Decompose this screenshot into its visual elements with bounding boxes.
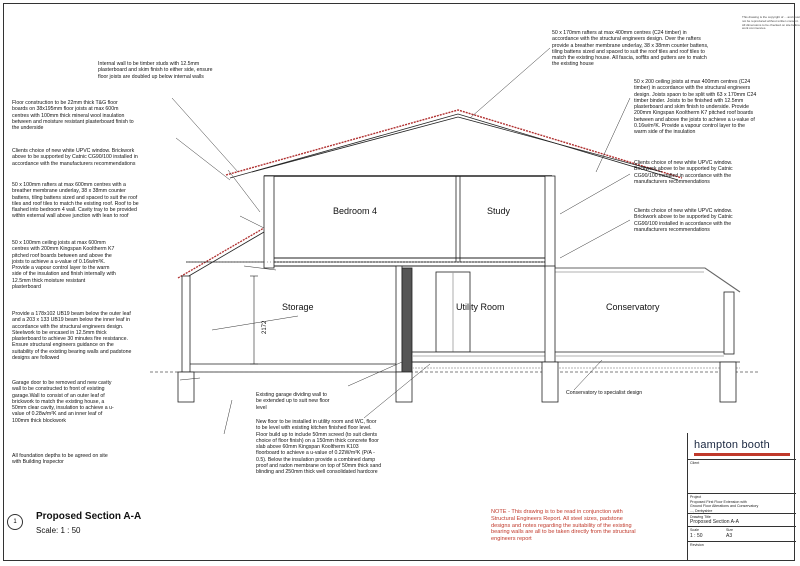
logo-bar [694,453,790,456]
structural-engineer-note: NOTE - This drawing is to be read in conjunction with Structural Engineers Report. All steel sizes, padstone designs and notes regarding the suitability of the existing bearing walls are all to be taken directly from the structural engineers report [491,509,636,543]
room-label-study: Study [487,206,511,216]
note-ceiling-joists-left: 50 x 100mm ceiling joists at max 600mm centres with 200mm Kingspan Kooltherm K7 pitched roof boards between and above the joists to achieve a u-value of 0.16w/m²K. Provide a vapour control layer to the warm side of the insulation and finish internally with 12.5mm thick moisture resistant plasterboard [12,240,116,291]
section-title: Proposed Section A-A [36,511,142,522]
tb-drawing-label: Drawing Title [690,515,711,519]
tb-drawing: Proposed Section A-A [690,519,739,525]
tb-project: Proposed First Floor Extension with Ground Floor Alterations and Conservatory ..., Derbyshire [690,500,759,513]
note-rafters-top: 50 x 170mm rafters at max 400mm centres (C24 timber) in accordance with the structural engineers design. Over the rafters provide a breather membrane underlay, 38 x 38mm counter battens, tiling battens sized and spaced to suit the roof tiles and roof tiles to match the existing house. All fascia, soffits and gutters are to match the existing house [552,30,709,68]
note-conservatory-specialist: Conservatory to specialist design [566,390,643,396]
tb-project-label: Project [690,495,702,499]
section-scale: Scale: 1 : 50 [36,526,81,535]
tb-scale-label: Scale [690,528,699,532]
note-window-right-1: Clients choice of new white UPVC window. Brickwork above to be supported by Catnic CG90/100 installed in accordance with the manufacturers recommendations [634,160,733,185]
tb-divider [688,459,796,460]
tb-scale: 1 : 50 [690,533,703,539]
note-window-left: Clients choice of new white UPVC window. Brickwork above to be supported by Catnic CG90/100 installed in accordance with the manufacturers recommendations [12,148,138,167]
tb-size-label: Size [726,528,733,532]
room-label-utility: Utility Room [456,302,505,312]
tb-divider [688,493,796,494]
company-logo: hampton booth [694,439,770,451]
note-utility-floor: New floor to be installed in utility room and WC, floor to be level with existing kitchen finished floor level. Floor build up to include 50mm screed (to suit clients choice of floor finish) on a 150mm thick concrete floor slab above 60mm Kingspan Kooltherm K103 floorboard to achieve a u-value of 0.22W/m²K (P/A - 0.5). Below the insulation provide a combined damp proof and radon membrane on top of 50mm thick sand blinding and 250mm thick well consolidated hardcore [256,419,382,476]
tb-revision-label: Revision [690,543,704,547]
room-label-conservatory: Conservatory [606,302,660,312]
room-label-bedroom4: Bedroom 4 [333,206,378,216]
note-internal-wall: Internal wall to be timber studs with 12.5mm plasterboard and skim finish to either side, ensure floor joists are doubled up below internal walls [98,61,213,80]
note-floor-construction: Floor construction to be 22mm thick T&G floor boards on 38x195mm floor joists at max 600m centres with 100mm thick mineral wool insulation between and moisture resistant plasterboard finish to the underside [12,100,134,132]
note-garage-door: Garage door to be removed and new cavity wall to be constructed to front of existing garage.Wall to consist of an outer leaf of brickwork to match the existing house, a 50mm clear cavity, insulation to achieve a u- value of 0.28w/m²K and an inner leaf of 100mm thick blockwork [12,380,114,424]
tb-size: A3 [726,533,733,539]
tb-client-label: Client [690,461,700,465]
copyright-note: This drawing is the copyright of ... and must not be reproduced without written consent. All dimensions to be checked on site before work commences. [742,15,800,31]
section-number: 1 [7,514,23,530]
note-ceiling-joists-right: 50 x 200 ceiling joists at max 400mm centres (C24 timber) in accordance with the structural engineers design. Joists spaon to be split with 63 x 170mm C24 timber binder. Joists to be finished with 12.5mm plasterboard and skim finish to underside. Provide 200mm Kingspan Kooltherm K7 pitched roof boards between and above the joists to achieve a u-value of 0.16w/m²K. Provide a vapour control layer to the warm side of the insulation [634,79,757,136]
note-foundations: All foundation depths to be agreed on site with Building Inspector [12,453,108,466]
dimension-height: 2172 [262,320,268,334]
note-rafters-left: 50 x 100mm rafters at max 600mm centres with a breather membrane underlay, 38 x 38mm counter battens, tiling battens sized and spaced to suit the roof tiles and roof tiles to match the existing roof. Roof to be flashed into bedroom 4 wall. Cavity tray to be provided within external wall above junction with lean to roof [12,182,139,220]
tb-divider [688,526,796,527]
note-garage-dividing: Existing garage dividing wall to be extended up to suit new floor level [256,392,330,411]
note-beam: Provide a 178x102 UB19 beam below the outer leaf and a 203 x 133 UB19 beam below the inner leaf in accordance with the structural engineers design. Steelwork to be encased in 12.5mm thick plasterboard to achieve 30 minutes fire resistance. Ensure structural engineers guidance on the suitability of the existing bearing walls and padstone designs are followed [12,311,132,362]
note-window-right-2: Clients choice of new white UPVC window. Brickwork above to be supported by Catnic CG90/100 installed in accordance with the manufacturers recommendations [634,208,733,233]
tb-divider [688,541,796,542]
room-label-storage: Storage [282,302,314,312]
